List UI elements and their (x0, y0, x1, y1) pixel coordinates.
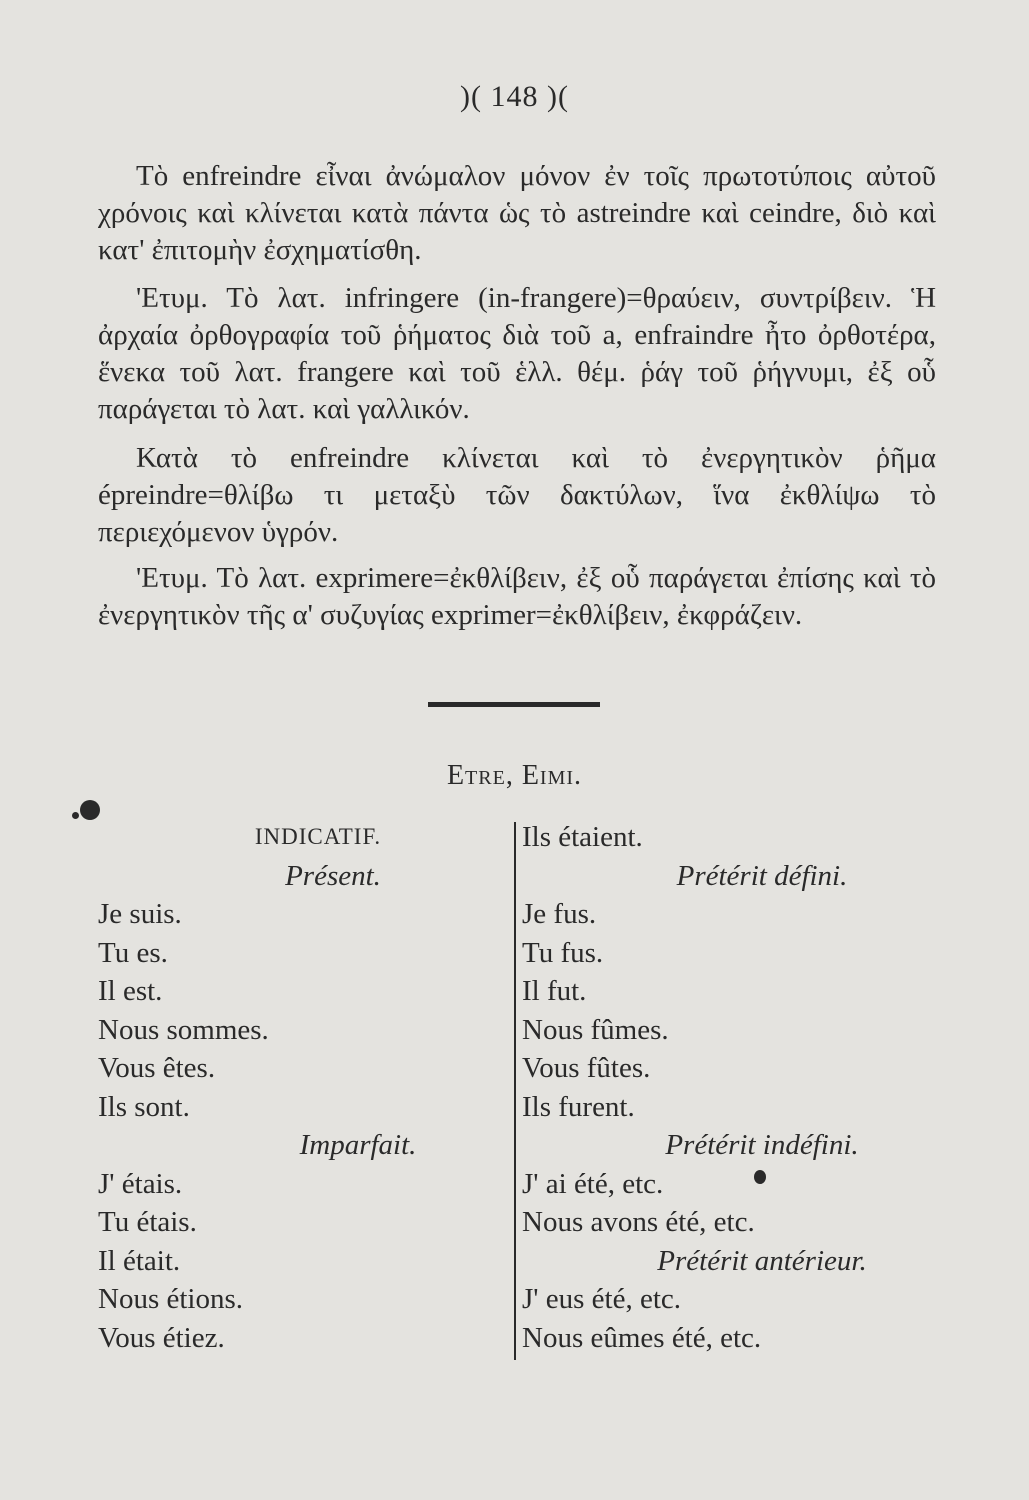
conjugation-line: Vous étiez. (98, 1321, 225, 1354)
paragraph-epreindre: Κατὰ τὸ enfreindre κλίνεται καὶ τὸ ἐνεργητικὸν ῥῆμα épreindre=θλίβω τι μεταξὺ τῶν δακτύλων, ἵνα ἐκθλίψω τὸ περιεχόμενον ὑγρόν. (98, 442, 936, 548)
conjugation-line: Nous eûmes été, etc. (522, 1321, 762, 1354)
conjugation-line: Nous avons été, etc. (522, 1206, 755, 1238)
paragraph-etymology-exprimere: 'Ετυμ. Τὸ λατ. exprimere=ἐκθλίβειν, ἐξ οὗ παράγεται ἐπίσης καὶ τὸ ἐνεργητικὸν τῆς α' συζυγίας exprimer=ἐκθλίβειν, ἐκφράζειν. (98, 562, 936, 631)
conjugation-line: Ils étaient. (522, 821, 643, 853)
section-divider (428, 702, 600, 707)
tense-label-present: Présent. (285, 859, 381, 892)
conjugation-line: Je fus. (522, 898, 597, 930)
conjugation-line: Je suis. (98, 898, 182, 930)
conjugation-right-column (522, 818, 942, 1357)
conjugation-line: Nous fûmes. (522, 1013, 669, 1046)
conjugation-line: Tu es. (98, 936, 168, 969)
conjugation-line: Nous sommes. (98, 1013, 269, 1046)
tense-label-imparfait: Imparfait. (299, 1129, 417, 1161)
conjugation-line: Vous fûtes. (522, 1052, 651, 1084)
conjugation-line: J' ai été, etc. (522, 1167, 664, 1200)
conjugation-line: Ils sont. (98, 1090, 190, 1123)
page-number: )( 148 )( (460, 80, 569, 113)
conjugation-line: Vous êtes. (98, 1052, 216, 1084)
conjugation-line: Nous étions. (98, 1283, 243, 1315)
conjugation-line: Tu étais. (98, 1206, 197, 1238)
conjugation-line: Il était. (98, 1244, 181, 1277)
conjugation-left-column (98, 818, 498, 1357)
conjugation-line: J' eus été, etc. (522, 1283, 682, 1315)
heading-greek: Eimi. (521, 760, 583, 791)
conjugation-line: Ils furent. (522, 1090, 635, 1123)
ink-blot (80, 800, 100, 820)
tense-label-preterit-indefini: Prétérit indéfini. (665, 1129, 859, 1161)
conjugation-line: Il est. (98, 975, 163, 1007)
conjugation-line: Tu fus. (522, 936, 604, 969)
conjugation-line: J' étais. (98, 1167, 183, 1200)
paragraph-enfreindre: Τὸ enfreindre εἶναι ἀνώμαλον μόνον ἐν τοῖς πρωτοτύποις αὐτοῦ χρόνοις καὶ κλίνεται κατὰ πάντα ὡς τὸ astreindre καὶ ceindre, διὸ καὶ κατ' ἐπιτομὴν ἐσχηματίσθη. (98, 160, 936, 266)
conjugation-line: Il fut. (522, 975, 587, 1007)
paragraph-etymology-infringere: 'Ετυμ. Τὸ λατ. infringere (in-frangere)=θραύειν, συντρίβειν. Ἡ ἀρχαία ὀρθογραφία τοῦ ῥήματος διὰ τοῦ a, enfraindre ἦτο ὀρθοτέρα, ἕνεκα τοῦ λατ. frangere καὶ τοῦ ἑλλ. θέμ. ῥάγ τοῦ ῥήγνυμι, ἐξ οὗ παράγεται τὸ λατ. καὶ γαλλικόν. (98, 282, 936, 425)
heading-french: Etre, (446, 760, 514, 791)
column-divider (514, 822, 516, 1360)
mood-label: INDICATIF. (254, 824, 382, 849)
tense-label-preterit-anterieur: Prétérit antérieur. (657, 1244, 867, 1277)
tense-label-preterit-defini: Prétérit défini. (676, 859, 848, 892)
section-heading (0, 760, 1029, 792)
ink-speck (72, 812, 79, 819)
